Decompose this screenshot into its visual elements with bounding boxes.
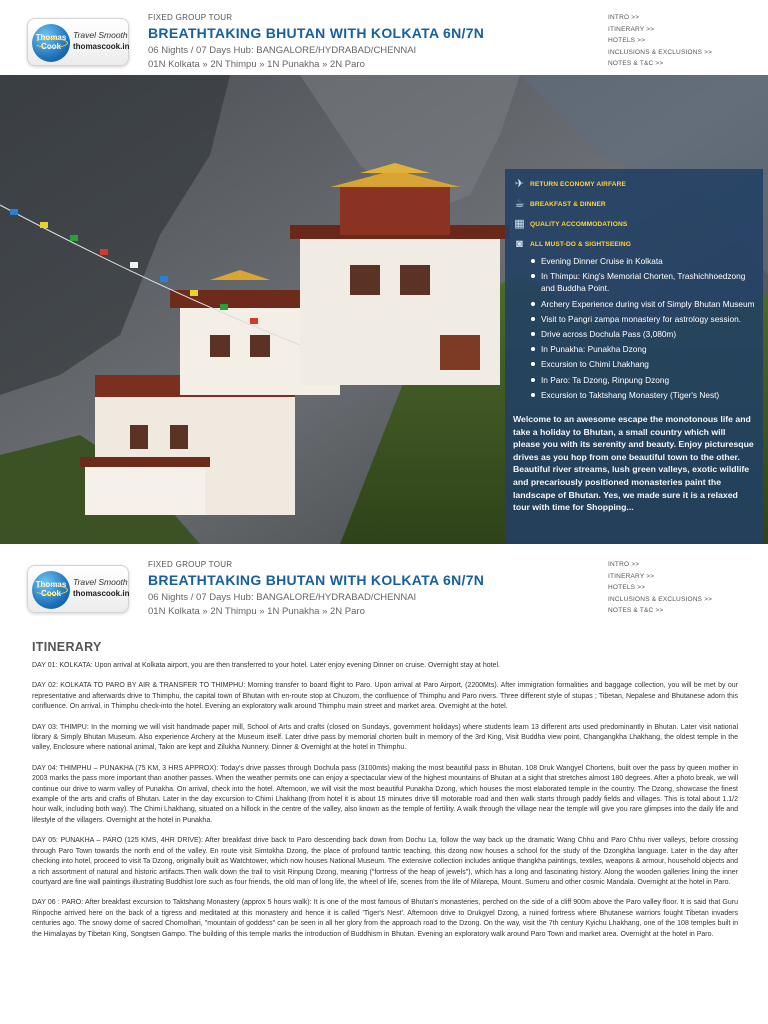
list-item: Drive across Dochula Pass (3,080m) bbox=[531, 328, 756, 340]
feature-sightseeing: ◙ ALL MUST-DO & SIGHTSEEING bbox=[513, 235, 756, 254]
tour-kicker: FIXED GROUP TOUR bbox=[148, 13, 233, 22]
tour-kicker: FIXED GROUP TOUR bbox=[148, 560, 233, 569]
meal-icon: ☕ bbox=[514, 198, 525, 210]
sightseeing-list bbox=[531, 255, 756, 401]
feature-meals: ☕ BREAKFAST & DINNER bbox=[514, 198, 606, 210]
list-item: In Paro: Ta Dzong, Rinpung Dzong bbox=[531, 374, 756, 386]
hero-banner bbox=[0, 75, 768, 544]
nav-notes-link[interactable]: NOTES & T&C >> bbox=[608, 60, 664, 67]
tour-highlights-panel bbox=[505, 169, 763, 544]
globe-icon: Thomas Cook bbox=[32, 24, 70, 62]
list-item: Evening Dinner Cruise in Kolkata bbox=[531, 255, 756, 267]
section-nav bbox=[608, 559, 712, 617]
nav-hotels-link[interactable]: HOTELS >> bbox=[608, 37, 646, 44]
logo-tagline: Travel Smooth thomascook.in bbox=[73, 577, 130, 598]
page-title: BREATHTAKING BHUTAN WITH KOLKATA 6N/7N bbox=[148, 572, 485, 588]
feature-airfare: ✈ RETURN ECONOMY AIRFARE bbox=[514, 178, 626, 190]
tour-route: 01N Kolkata » 2N Thimpu » 1N Punakha » 2N Paro bbox=[148, 59, 365, 70]
itinerary-day-6: DAY 06 : PARO: After breakfast excursion to Taktshang Monastery (approx 5 hours walk): It is one of the most famous of Bhutan's monasteries, perched on the side of a cliff 900m above the Paro valley floor. It is said that Guru Rinpoche arrived here on the back of a tigress and meditated at this monastery and hence it is called 'Tiger's Nest'. Afternoon drive to Drukgyel Dzong, a ruined fortress where Bhutanese warriors fought Tibetan invaders centuries ago. The snowy dome of sacred Chomolhari, "mountain of goddess" can be seen in all her glory from the approach road to the Dzong. On the way, visit the 7th century Kyichu Lhakhang, one of the 108 temples built in the Himalayas by Tibetan King, Songtsen Gampo. The building of this temple marks the introduction of Buddhism in Bhutan. Evening an exploratory walk around Paro Town and market area. Overnight at the hotel in Paro. bbox=[32, 899, 738, 938]
nav-inclusions-link[interactable]: INCLUSIONS & EXCLUSIONS >> bbox=[608, 595, 713, 603]
list-item: In Punakha: Punakha Dzong bbox=[531, 343, 756, 355]
itinerary-section bbox=[32, 640, 738, 950]
itinerary-day-4: DAY 04: THIMPHU – PUNAKHA (75 KM, 3 HRS APPROX): Today's drive passes through Dochula pass (3100mts) making the most beautiful pass in Bhutan. 108 Druk Wangyel Chortens, built over the pass by queen mother in 2003 marks the pass more important than another passes. When the weather permits one can enjoy a spectacular view of the highest mountains of Bhutan at a sight that stretches almost 180 degrees. After a photo break, we will continue our drive to warm valley of Punakha. On arrival, check into the hotel. Afternoon, we will visit the most beautiful Punakha Dzong, which houses the most elaborated temple in the country. The Dzong, showcase the finest example of the arts and crafts of Bhutan. Later in the day excursion to Chimi Lhakhang (from hotel it is about 15 minutes drive till motorable road and then walk starts through paddy fields and villages. This is total about 1.1/2 hour walk, including both way). The Chimi Lhakhang, situated on a hillock in the centre of the valley, also known as the temple of fertility. A walk through the village near the temple will give you rare glimpses into the daily life and lifestyle of the villagers. Overnight at the hotel in Punakha. bbox=[32, 764, 738, 824]
thomas-cook-logo[interactable] bbox=[27, 18, 129, 66]
section-nav bbox=[608, 12, 712, 70]
page-title: BREATHTAKING BHUTAN WITH KOLKATA 6N/7N bbox=[148, 25, 485, 41]
logo-tagline: Travel Smooth thomascook.in bbox=[73, 30, 130, 51]
page-header bbox=[0, 0, 768, 75]
list-item: Excursion to Chimi Lhakhang bbox=[531, 358, 756, 370]
hotel-icon: ▦ bbox=[514, 218, 525, 230]
list-item: Visit to Pangri zampa monastery for astrology session. bbox=[531, 313, 756, 325]
camera-icon: ◙ bbox=[516, 238, 523, 250]
airplane-icon: ✈ bbox=[514, 178, 525, 190]
feature-accommodation: ▦ QUALITY ACCOMMODATIONS bbox=[514, 218, 628, 230]
nav-inclusions-link[interactable]: INCLUSIONS & EXCLUSIONS >> bbox=[608, 48, 713, 56]
tour-duration-hub: 06 Nights / 07 Days Hub: BANGALORE/HYDRABAD/CHENNAI bbox=[148, 45, 417, 56]
tour-route: 01N Kolkata » 2N Thimpu » 1N Punakha » 2N Paro bbox=[148, 606, 365, 617]
list-item: Excursion to Taktshang Monastery (Tiger's Nest) bbox=[531, 389, 756, 401]
nav-itinerary-link[interactable]: ITINERARY >> bbox=[608, 25, 655, 33]
itinerary-day-1: DAY 01: KOLKATA: Upon arrival at Kolkata airport, you are then transferred to your hotel. Later enjoy evening Dinner on cruise. Overnight stay at hotel. bbox=[32, 662, 500, 669]
list-item: In Thimpu: King's Memorial Chorten, Trashichhoedzong and Buddha Point. bbox=[531, 270, 756, 294]
nav-intro-link[interactable]: INTRO >> bbox=[608, 14, 640, 21]
nav-itinerary-link[interactable]: ITINERARY >> bbox=[608, 572, 655, 580]
nav-notes-link[interactable]: NOTES & T&C >> bbox=[608, 607, 664, 614]
thomas-cook-logo[interactable] bbox=[27, 565, 129, 613]
nav-hotels-link[interactable]: HOTELS >> bbox=[608, 584, 646, 591]
itinerary-day-2: DAY 02: KOLKATA TO PARO BY AIR & TRANSFER TO THIMPHU: Morning transfer to board flight to Paro. Upon arrival at Paro Airport, (2200Mts). After immigration formalities and baggage collection, you will be met by our representative and afterwards drive to Thimphu, the capital town of Bhutan with en-route stop at Chuzom, the confluence of Thimphu and Paro rivers. Three different style of stupas ; Tibetan, Nepalese and Bhutanese adorn this confluence. On arrival, in Thimphu check-into the hotel. Evening an exploratory walk around Thimphu main street and market area. Overnight at the hotel. bbox=[32, 682, 738, 711]
tour-duration-hub: 06 Nights / 07 Days Hub: BANGALORE/HYDRABAD/CHENNAI bbox=[148, 592, 417, 603]
list-item: Archery Experience during visit of Simply Bhutan Museum bbox=[531, 298, 756, 310]
globe-icon: Thomas Cook bbox=[32, 571, 70, 609]
page-header-repeat bbox=[0, 547, 768, 622]
nav-intro-link[interactable]: INTRO >> bbox=[608, 561, 640, 568]
itinerary-heading: ITINERARY bbox=[32, 640, 102, 654]
itinerary-day-5: DAY 05: PUNAKHA – PARO (125 KMS, 4HR DRIVE): After breakfast drive back to Paro descending back down from Dochu La, follow the way back up the dramatic Wang Chhu and Paro Chhu river valleys, before crossing through Paro Town towards the north end of the valley. En route visit Simtokha Dzong, the place of profound tantric teaching, this dzong now houses a school for the study of the Dzongkha language. Later in the day after checking into hotel, proceed to visit Ta Dzong, originally built as Watchtower, which now houses National Museum. The extensive collection includes antique thangkha paintings, textiles, weapons & armour, household objects and a rich assortment of natural and historic artifacts.Then walk down the trail to visit Rinpung Dzong, meaning ("fortress of the heap of jewels"), which has a long and fascinating history. Along the wooden galleries lining the inner courtyard are fine wall paintings illustrating Buddhist lore such as four friends, the old man of long life, the wheel of life, scenes from the life of Milarepa, Mount. Sumeru and other cosmic Mandala. Overnight at the hotel in Paro. bbox=[32, 837, 738, 886]
itinerary-day-3: DAY 03: THIMPU: In the morning we will visit handmade paper mill, School of Arts and crafts (closed on Sundays, government holidays) where students learn 13 different arts used predominantly in Bhutan. Later visit national library & Simply Bhutan Museum. Also experience Archery at the Museum itself. Later drive pass by memorial chorten built in memory of the 3rd King, Visit Buddha view point, Changangkha Lhakhang, the oldest temple in the valley, Enclosure where national animal, Takin are kept and Zilukha Nunnery. Dinner & Overnight at the hotel in Thimphu. bbox=[32, 723, 738, 752]
intro-blurb: Welcome to an awesome escape the monotonous life and take a holiday to Bhutan, a small country which will please you with its serenity and beauty. Enjoy picturesque drives as you hop from one beautiful town to the other. Beautiful river streams, lush green valleys, exotic wildlife and precariously positioned monasteries paint the landscape of Bhutan. Yes, we made sure it is a relaxed tour with time for Shopping... bbox=[513, 414, 754, 513]
